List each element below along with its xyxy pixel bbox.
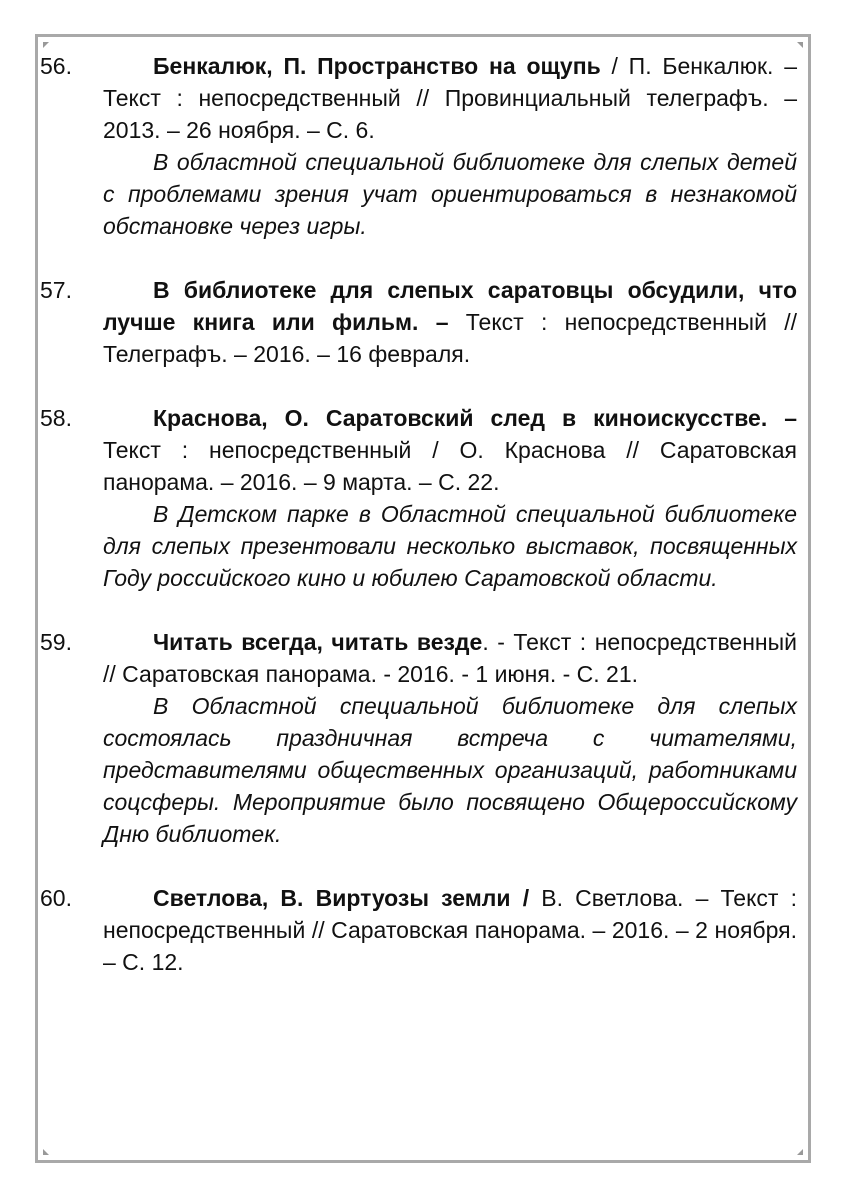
entry-citation	[103, 50, 797, 146]
bibliography-list	[40, 50, 797, 1010]
entry-annotation: В областной специальной библиотеке для слепых детей с проблемами зрения учат ориентироваться в незнакомой обстановке через игры.	[103, 149, 797, 239]
entry-number: 57.	[40, 277, 72, 303]
entry-details: В. Светлова. – Текст : непосредственный // Саратовская панорама. – 2016. – 2 ноября. – С. 12.	[103, 885, 797, 975]
entry-number: 56.	[40, 53, 72, 79]
bibliography-entry-58	[40, 402, 797, 594]
entry-title: В библиотеке для слепых саратовцы обсудили, что лучше книга или фильм. –	[103, 277, 797, 335]
entry-citation	[103, 274, 797, 370]
entry-details: Текст : непосредственный / О. Краснова // Саратовская панорама. – 2016. – 9 марта. – С. 22.	[103, 437, 797, 495]
entry-details: . - Текст : непосредственный // Саратовская панорама. - 2016. - 1 июня. - С. 21.	[103, 629, 798, 687]
bibliography-entry-57	[40, 274, 797, 370]
entry-title: Светлова, В. Виртуозы земли /	[153, 885, 530, 911]
corner-mark-top-right	[797, 42, 803, 48]
entry-title: Читать всегда, читать везде	[153, 629, 483, 655]
corner-mark-bottom-left	[43, 1149, 49, 1155]
entry-annotation: В Детском парке в Областной специальной библиотеке для слепых презентовали несколько выставок, посвященных Году российского кино и юбилею Саратовской области.	[103, 501, 797, 591]
entry-citation	[103, 626, 797, 690]
corner-mark-top-left	[43, 42, 49, 48]
entry-citation	[103, 882, 797, 978]
bibliography-entry-60	[40, 882, 797, 978]
bibliography-entry-59	[40, 626, 797, 850]
entry-title: Бенкалюк, П. Пространство на ощупь	[153, 53, 601, 79]
entry-details: / П. Бенкалюк. – Текст : непосредственный // Провинциальный телеграфъ. – 2013. – 26 ноября. – С. 6.	[103, 53, 797, 143]
entry-number: 59.	[40, 629, 72, 655]
bibliography-entry-56	[40, 50, 797, 242]
entry-title: Краснова, О. Саратовский след в киноискусстве. –	[153, 405, 797, 431]
corner-mark-bottom-right	[797, 1149, 803, 1155]
entry-number: 58.	[40, 405, 72, 431]
entry-annotation: В Областной специальной библиотеке для слепых состоялась праздничная встреча с читателями, представителями общественных организаций, работниками соцсферы. Мероприятие было посвящено Общероссийскому Дню библиотек.	[103, 693, 797, 847]
entry-citation	[103, 402, 797, 498]
entry-number: 60.	[40, 885, 72, 911]
entry-details: Текст : непосредственный // Телеграфъ. – 2016. – 16 февраля.	[103, 309, 797, 367]
